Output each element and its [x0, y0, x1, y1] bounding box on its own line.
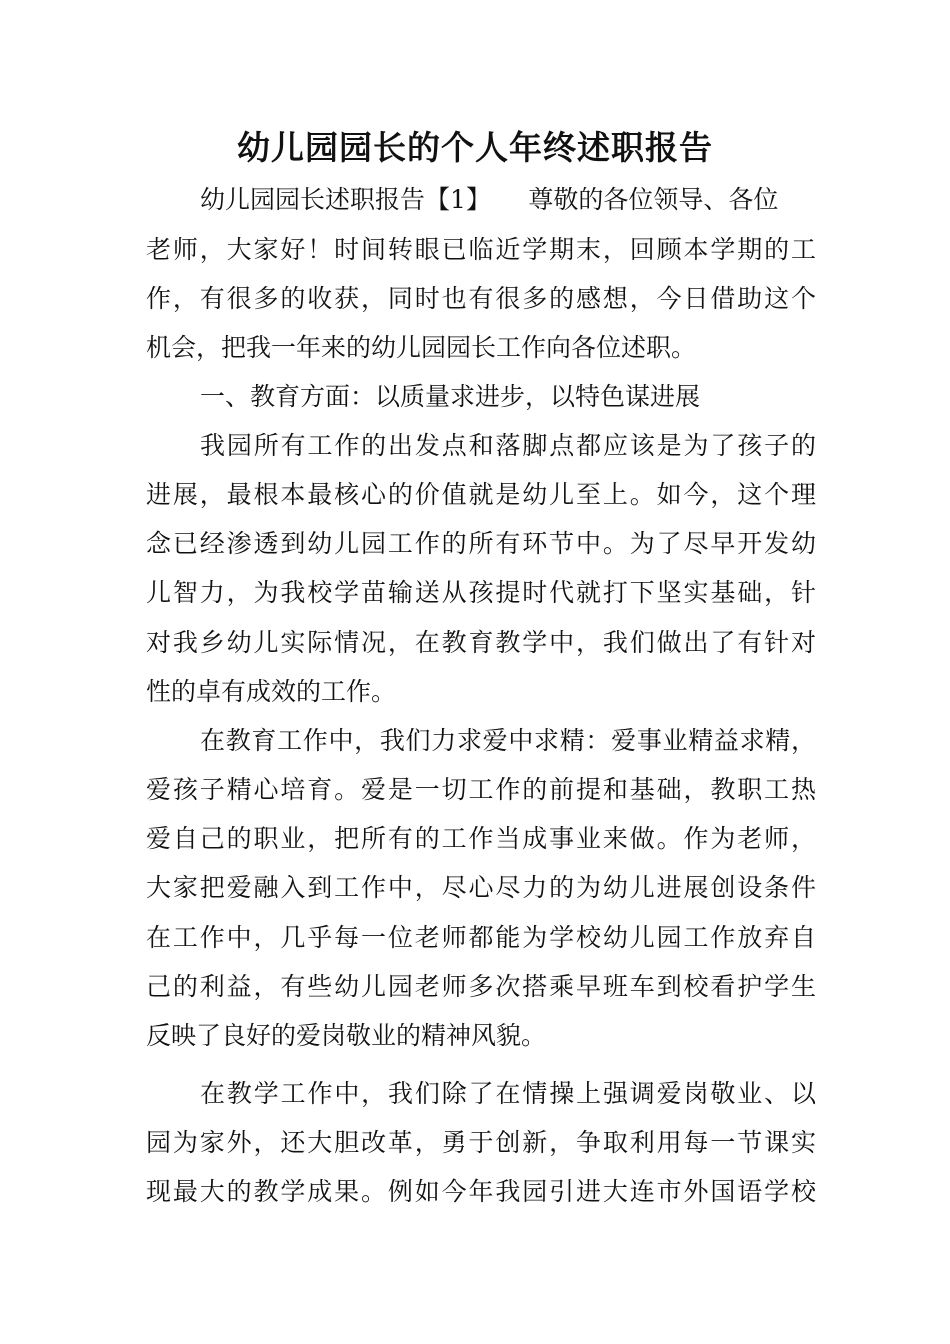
text-line: 己的利益，有些幼儿园老师多次搭乘早班车到校看护学生 [146, 972, 816, 1001]
text-line: 进展，最根本最核心的价值就是幼儿至上。如今，这个理 [146, 480, 816, 509]
text-line: 幼儿园园长述职报告【1】 尊敬的各位领导、各位 [200, 185, 779, 214]
text-line: 在教育工作中，我们力求爱中求精：爱事业精益求精， [200, 726, 816, 755]
text-line: 反映了良好的爱岗敬业的精神风貌。 [146, 1021, 547, 1050]
text-line: 儿智力，为我校学苗输送从孩提时代就打下坚实基础，针 [146, 578, 816, 607]
document-title: 幼儿园园长的个人年终述职报告 [237, 128, 713, 167]
text-line: 在教学工作中，我们除了在情操上强调爱岗敬业、以 [200, 1079, 816, 1108]
text-line: 爱自己的职业，把所有的工作当成事业来做。作为老师， [146, 824, 816, 853]
text-line: 爱孩子精心培育。爱是一切工作的前提和基础，教职工热 [146, 775, 816, 804]
text-line: 在工作中，几乎每一位老师都能为学校幼儿园工作放弃自 [146, 923, 816, 952]
text-line: 念已经渗透到幼儿园工作的所有环节中。为了尽早开发幼 [146, 529, 816, 558]
text-line: 对我乡幼儿实际情况，在教育教学中，我们做出了有针对 [146, 628, 816, 657]
text-line: 机会，把我一年来的幼儿园园长工作向各位述职。 [146, 333, 697, 362]
text-line: 性的卓有成效的工作。 [146, 677, 397, 706]
text-line: 大家把爱融入到工作中，尽心尽力的为幼儿进展创设条件 [146, 873, 816, 902]
text-line: 我园所有工作的出发点和落脚点都应该是为了孩子的 [200, 431, 816, 460]
text-line: 园为家外，还大胆改革，勇于创新，争取利用每一节课实 [146, 1128, 816, 1157]
text-line: 老师，大家好！时间转眼已临近学期末，回顾本学期的工 [146, 235, 816, 264]
text-line: 作，有很多的收获，同时也有很多的感想，今日借助这个 [146, 284, 816, 313]
text-line: 现最大的教学成果。例如今年我园引进大连市外国语学校 [146, 1177, 816, 1206]
section-heading: 一、教育方面：以质量求进步，以特色谋进展 [200, 382, 701, 411]
